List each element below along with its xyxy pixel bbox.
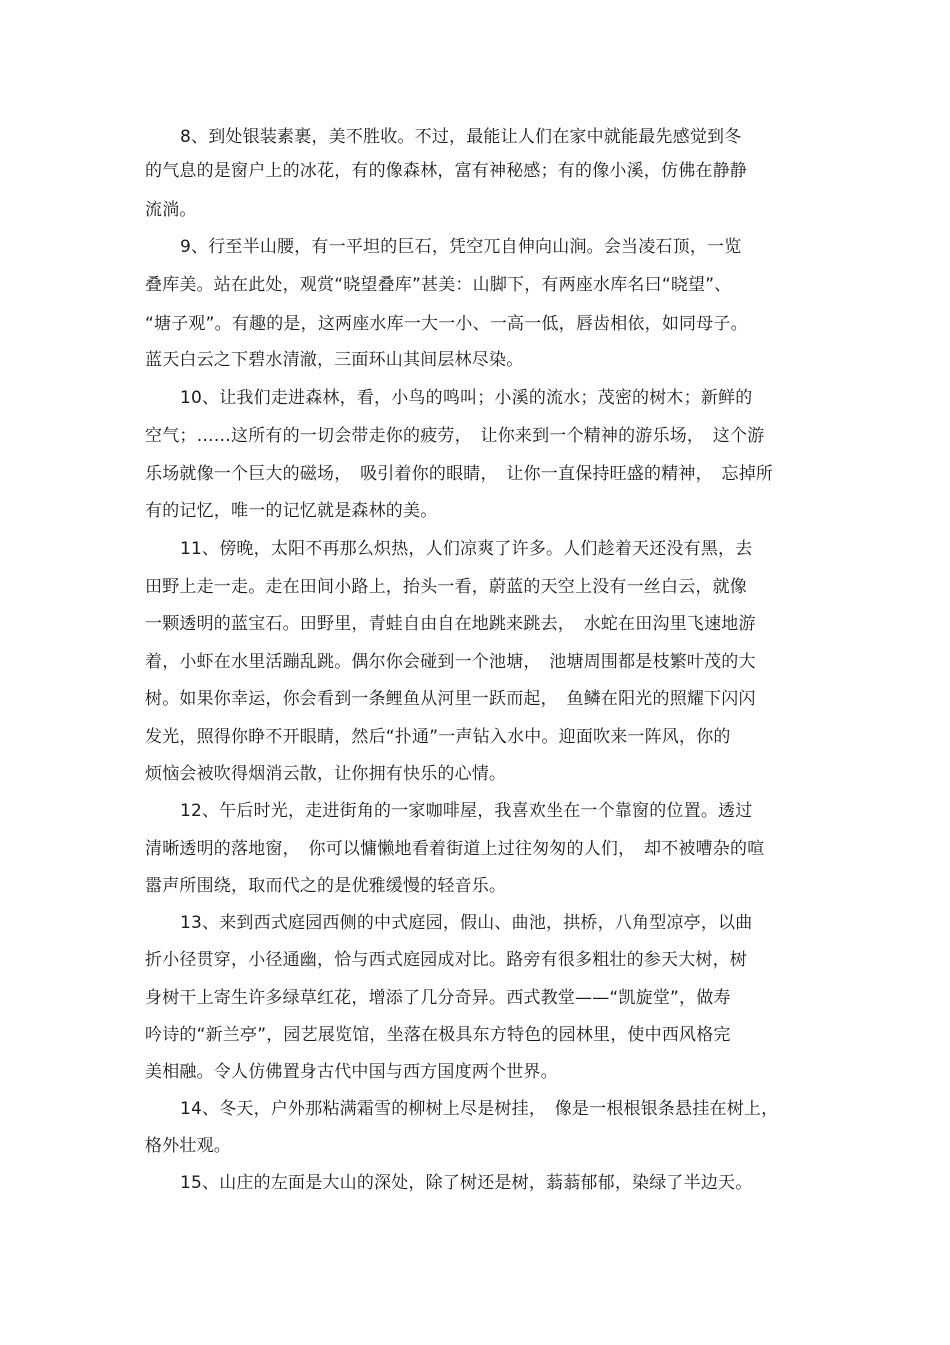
paragraph-10-line-1: 10、让我们走进森林，看，小鸟的鸣叫；小溪的流水；茂密的树木；新鲜的: [180, 388, 753, 408]
paragraph-9-line-2: 叠库美。站在此处，观赏“晓望叠库”甚美：山脚下，有两座水库名曰“晓望”、: [145, 275, 732, 295]
paragraph-11-line-6: 发光，照得你睁不开眼睛，然后“扑通”一声钻入水中。迎面吹来一阵风，你的: [145, 727, 731, 747]
paragraph-10-line-2: 空气；……这所有的一切会带走你的疲劳， 让你来到一个精神的游乐场， 这个游: [145, 426, 765, 446]
paragraph-10-line-4: 有的记忆，唯一的记忆就是森林的美。: [145, 501, 438, 521]
paragraph-13-line-5: 美相融。令人仿佛置身古代中国与西方国度两个世界。: [145, 1062, 558, 1082]
paragraph-15-line-1: 15、山庄的左面是大山的深处，除了树还是树，蓊蓊郁郁，染绿了半边天。: [180, 1173, 753, 1193]
paragraph-9-line-3: “塘子观”。有趣的是，这两座水库一大一小、一高一低，唇齿相依，如同母子。: [145, 314, 748, 334]
paragraph-11-line-7: 烦恼会被吹得烟消云散，让你拥有快乐的心情。: [145, 764, 507, 784]
paragraph-8-line-1: 8、到处银装素裹，美不胜收。不过，最能让人们在家中就能最先感觉到冬: [180, 127, 742, 147]
paragraph-13-line-1: 13、来到西式庭园西侧的中式庭园，假山、曲池，拱桥，八角型凉亭，以曲: [180, 913, 753, 933]
paragraph-11-line-3: 一颗透明的蓝宝石。田野里，青蛙自由自在地跳来跳去， 水蛇在田沟里飞速地游: [145, 614, 756, 634]
paragraph-12-line-1: 12、午后时光，走进街角的一家咖啡屋，我喜欢坐在一个靠窗的位置。透过: [180, 801, 753, 821]
paragraph-13-line-3: 身树干上寄生许多绿草红花，增添了几分奇异。西式教堂——“凯旋堂”，做寿: [145, 988, 731, 1008]
paragraph-12-line-2: 清晰透明的落地窗， 你可以慵懒地看着街道上过往匆匆的人们， 却不被嘈杂的喧: [145, 839, 765, 859]
paragraph-13-line-2: 折小径贯穿，小径通幽，恰与西式庭园成对比。路旁有很多粗壮的参天大树，树: [145, 950, 747, 970]
paragraph-11-line-4: 着，小虾在水里活蹦乱跳。偶尔你会碰到一个池塘， 池塘周围都是枝繁叶茂的大: [145, 652, 756, 672]
paragraph-8-line-2: 的气息的是窗户上的冰花，有的像森林，富有神秘感；有的像小溪，仿佛在静静: [145, 161, 747, 181]
paragraph-9-line-1: 9、行至半山腰，有一平坦的巨石，凭空兀自伸向山涧。会当凌石顶，一览: [180, 237, 742, 257]
paragraph-12-line-3: 嚣声所围绕，取而代之的是优雅缓慢的轻音乐。: [145, 876, 507, 896]
paragraph-10-line-3: 乐场就像一个巨大的磁场， 吸引着你的眼睛， 让你一直保持旺盛的精神， 忘掉所: [145, 464, 774, 484]
paragraph-14-line-2: 格外壮观。: [145, 1136, 231, 1156]
paragraph-9-line-4: 蓝天白云之下碧水清澈，三面环山其间层林尽染。: [145, 350, 524, 370]
paragraph-8-line-3: 流淌。: [145, 200, 197, 220]
paragraph-11-line-1: 11、傍晚，太阳不再那么炽热，人们凉爽了许多。人们趁着天还没有黑，去: [180, 539, 753, 559]
paragraph-13-line-4: 吟诗的“新兰亭”，园艺展览馆，坐落在极具东方特色的园林里，使中西风格完: [145, 1025, 731, 1045]
paragraph-11-line-5: 树。如果你幸运，你会看到一条鲤鱼从河里一跃而起， 鱼鳞在阳光的照耀下闪闪: [145, 689, 756, 709]
paragraph-11-line-2: 田野上走一走。走在田间小路上，抬头一看，蔚蓝的天空上没有一丝白云，就像: [145, 577, 747, 597]
paragraph-14-line-1: 14、冬天，户外那粘满霜雪的柳树上尽是树挂， 像是一根根银条悬挂在树上，: [180, 1099, 779, 1119]
